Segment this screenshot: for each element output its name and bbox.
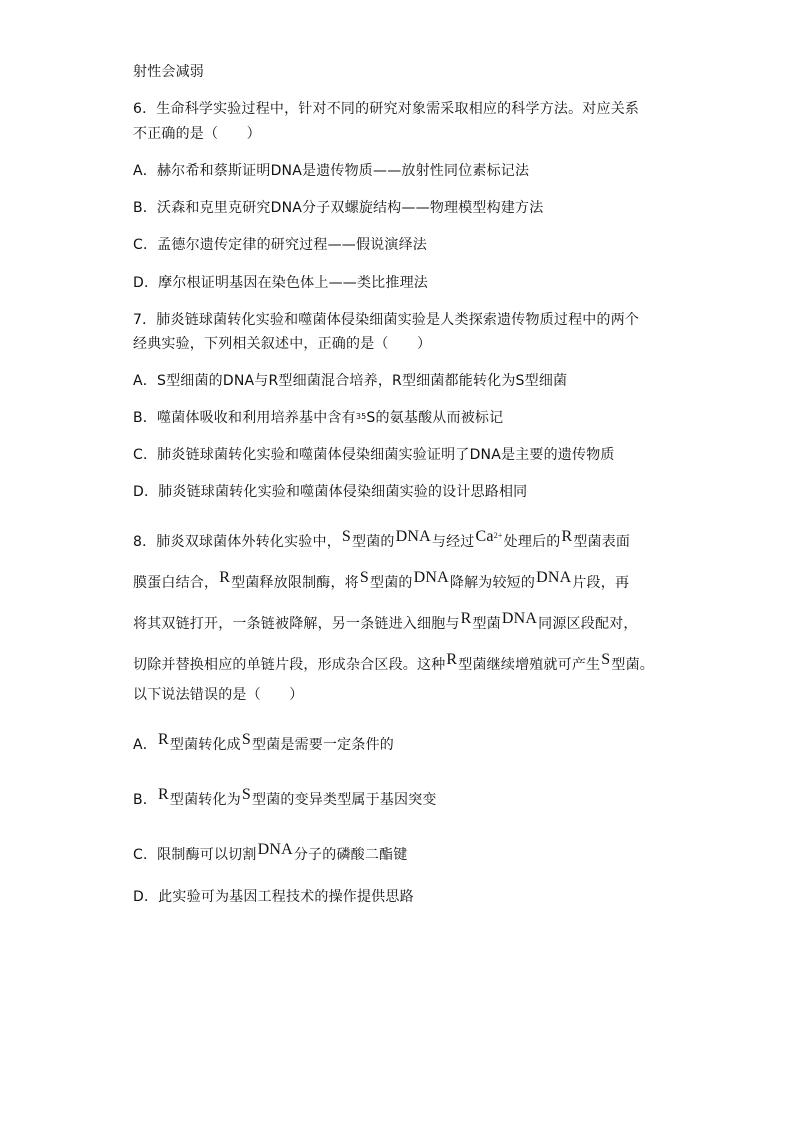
q8-stem-line-4 <box>133 651 654 675</box>
text-run: 型菌的变异类型属于基因突变 <box>252 792 437 808</box>
text-run: 同源区段配对， <box>538 616 638 632</box>
symbol-s: S <box>359 569 369 586</box>
q8-stem-line-3 <box>133 610 638 634</box>
symbol-r: R <box>158 786 169 803</box>
text-run: 型菌释放限制酶，将 <box>231 575 359 591</box>
text-run: 分子的磷酸二酯键 <box>293 847 408 863</box>
q8-option-b <box>133 786 437 810</box>
q8-stem-line-1 <box>133 528 631 554</box>
q7-stem-line-2: 经典实验，下列相关叙述中，正确的是（ ） <box>133 336 432 352</box>
q7-stem-line-1: 7．肺炎链球菌转化实验和噬菌体侵染细菌实验是人类探索遗传物质过程中的两个 <box>133 312 640 328</box>
symbol-ca-ion <box>476 528 503 545</box>
q6-option-d: D．摩尔根证明基因在染色体上——类比推理法 <box>133 275 428 291</box>
symbol-r: R <box>157 731 169 748</box>
text-run: 将其双链打开，一条链被降解，另一条链进入细胞与 <box>133 616 460 632</box>
text-run: 型菌表面 <box>573 534 631 550</box>
q6-option-b: B．沃森和克里克研究DNA分子双螺旋结构——物理模型构建方法 <box>133 200 544 216</box>
q7-option-d: D．肺炎链球菌转化实验和噬菌体侵染细菌实验的设计思路相同 <box>133 484 528 500</box>
text-run: 型菌。 <box>611 657 654 673</box>
q6-option-c: C．孟德尔遗传定律的研究过程——假说演绎法 <box>133 237 427 253</box>
symbol-dna: DNA <box>413 569 449 586</box>
text-run: 膜蛋白结合， <box>133 575 219 591</box>
q8-stem-line-2 <box>133 569 630 593</box>
symbol-r: R <box>460 610 472 627</box>
symbol-dna: DNA <box>257 841 293 858</box>
text-run: 型菌的 <box>352 534 395 550</box>
text-run: 型菌的 <box>370 575 413 591</box>
text-run: 处理后的 <box>503 534 561 550</box>
text-run: 型菌转化为 <box>169 792 241 808</box>
text-run: 型菌是需要一定条件的 <box>251 737 394 753</box>
q8-stem-line-5: 以下说法错误的是（ ） <box>133 687 304 703</box>
symbol-dna: DNA <box>501 610 538 627</box>
symbol-r: R <box>561 528 573 545</box>
symbol-r: R <box>219 569 231 586</box>
q8-option-c <box>133 841 408 865</box>
symbol-dna: DNA <box>536 569 572 586</box>
text-run: 8．肺炎双球菌体外转化实验中， <box>133 534 341 550</box>
text-run: 降解为较短的 <box>449 575 536 591</box>
symbol-s: S <box>241 786 251 803</box>
q6-stem-line-1: 6．生命科学实验过程中，针对不同的研究对象需采取相应的科学方法。对应关系 <box>133 101 640 117</box>
text-run: 切除并替换相应的单链片段，形成杂合区段。这种 <box>133 657 446 673</box>
q7-option-b-after: S的氨基酸从而被标记 <box>366 410 504 426</box>
previous-answer-tail: 射性会减弱 <box>133 64 204 80</box>
q7-option-a: A．S型细菌的DNA与R型细菌混合培养，R型细菌都能转化为S型细菌 <box>133 373 568 389</box>
symbol-r: R <box>446 651 458 668</box>
symbol-s: S <box>341 528 352 545</box>
text-run: 型菌 <box>472 616 501 632</box>
q6-option-a: A．赫尔希和蔡斯证明DNA是遗传物质——放射性同位素标记法 <box>133 163 530 179</box>
symbol-s: S <box>601 651 611 668</box>
option-letter: B． <box>133 792 158 808</box>
text-run: 型菌转化成 <box>169 737 241 753</box>
symbol-s: S <box>241 731 251 748</box>
q8-option-d: D．此实验可为基因工程技术的操作提供思路 <box>133 889 414 905</box>
charge-superscript: 2+ <box>493 531 503 540</box>
text-run: C．限制酶可以切割 <box>133 847 257 863</box>
isotope-superscript: 35 <box>355 412 367 421</box>
q7-option-b-before: B．噬菌体吸收和利用培养基中含有 <box>133 410 356 426</box>
q7-option-b <box>133 408 503 430</box>
symbol-ca: Ca <box>475 528 494 545</box>
text-run: 与经过 <box>431 534 475 550</box>
option-letter: A． <box>133 737 157 753</box>
text-run: 型菌继续增殖就可产生 <box>458 657 601 673</box>
text-run: 片段，再 <box>572 575 630 591</box>
q7-option-c: C．肺炎链球菌转化实验和噬菌体侵染细菌实验证明了DNA是主要的遗传物质 <box>133 447 615 463</box>
symbol-dna: DNA <box>395 528 431 545</box>
q6-stem-line-2: 不正确的是（ ） <box>133 126 261 142</box>
q8-option-a <box>133 731 394 755</box>
